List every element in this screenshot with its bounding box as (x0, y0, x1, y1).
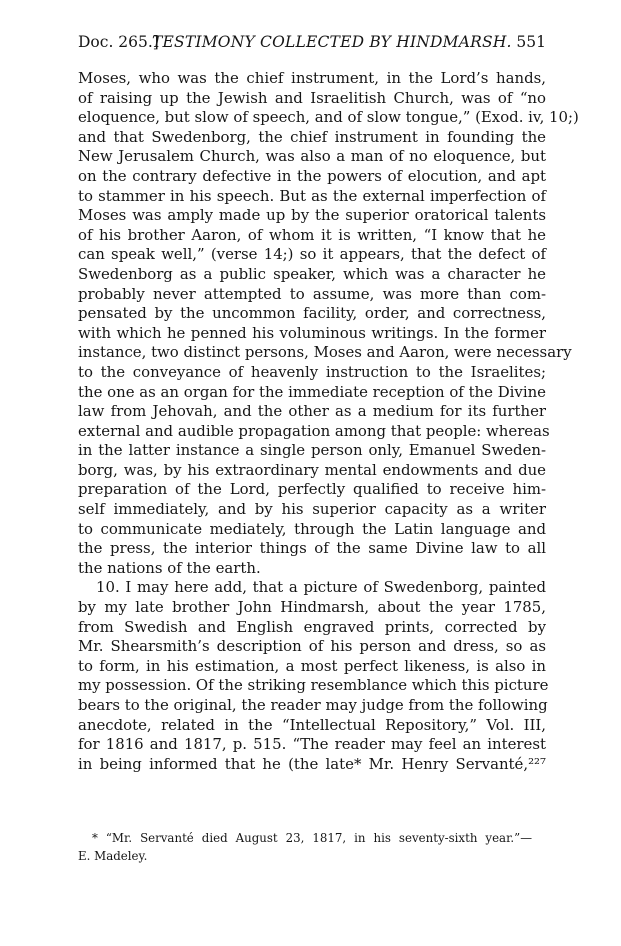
footnote-line: E. Madeley. (78, 849, 148, 863)
text-line: New Jerusalem Church, was also a man of no eloquence, but (78, 147, 546, 166)
text-line: of his brother Aaron, of whom it is written, “I know that he (78, 225, 546, 244)
text-line: my possession. Of the striking resemblance which this picture (78, 676, 549, 695)
header-doc-number: Doc. 265.] (78, 33, 159, 51)
text-line: pensated by the uncommon facility, order, and correctness, (78, 304, 546, 323)
footnote (78, 829, 546, 865)
text-line: to form, in his estimation, a most perfect likeness, is also in (78, 656, 546, 675)
text-line: borg, was, by his extraordinary mental endowments and due (78, 460, 546, 479)
text-line: Moses, who was the chief instrument, in the Lord’s hands, (78, 69, 546, 87)
text-line: of raising up the Jewish and Israelitish Church, was of “no (78, 88, 546, 107)
text-line: for 1816 and 1817, p. 515. “The reader may feel an interest (78, 735, 546, 754)
text-line: the press, the interior things of the same Divine law to all (78, 539, 546, 558)
text-line: bears to the original, the reader may judge from the following (78, 696, 548, 714)
body-text (78, 69, 579, 774)
paragraph-end-line: the nations of the earth. (78, 558, 261, 577)
header-title: TESTIMONY COLLECTED BY HINDMARSH. (152, 33, 512, 51)
text-line: Mr. Shearsmith’s description of his person and dress, so as (78, 637, 546, 656)
footnote-line: * “Mr. Servanté died August 23, 1817, in his seventy-sixth year.”— (92, 831, 532, 845)
text-line: eloquence, but slow of speech, and of slow tongue,” (Exod. iv, 10;) (78, 108, 579, 127)
text-line: from Swedish and English engraved prints, corrected by (78, 617, 546, 636)
text-line: the one as an organ for the immediate reception of the Divine (78, 382, 546, 401)
text-line: self immediately, and by his superior capacity as a writer (78, 500, 546, 519)
running-header (78, 33, 546, 53)
text-line: by my late brother John Hindmarsh, about the year 1785, (78, 598, 546, 617)
text-line: to stammer in his speech. But as the external imperfection of (78, 186, 546, 205)
text-line: anecdote, related in the “Intellectual Repository,” Vol. III, (78, 715, 546, 734)
text-line: and that Swedenborg, the chief instrument in founding the (78, 127, 546, 146)
paragraph-start-line: 10. I may here add, that a picture of Swedenborg, painted (96, 578, 546, 597)
text-line: preparation of the Lord, perfectly qualified to receive him- (78, 480, 546, 499)
text-line: probably never attempted to assume, was more than com- (78, 284, 546, 303)
text-line: to communicate mediately, through the Latin language and (78, 519, 546, 538)
text-line: law from Jehovah, and the other as a medium for its further (78, 402, 546, 421)
text-line: instance, two distinct persons, Moses and Aaron, were necessary (78, 343, 572, 362)
text-line: with which he penned his voluminous writings. In the former (78, 323, 546, 342)
text-line: in the latter instance a single person only, Emanuel Sweden- (78, 441, 546, 460)
text-line: Swedenborg as a public speaker, which was a character he (78, 264, 546, 283)
text-line: to the conveyance of heavenly instruction to the Israelites; (78, 362, 546, 381)
text-line: can speak well,” (verse 14;) so it appears, that the defect of (78, 245, 546, 264)
text-line: in being informed that he (the late* Mr. Henry Servanté,²²⁷ (78, 754, 546, 773)
page-number: 551 (516, 33, 546, 51)
text-line: external and audible propagation among that people: whereas (78, 421, 550, 440)
text-line: Moses was amply made up by the superior oratorical talents (78, 206, 546, 225)
text-line: on the contrary defective in the powers of elocution, and apt (78, 166, 546, 185)
